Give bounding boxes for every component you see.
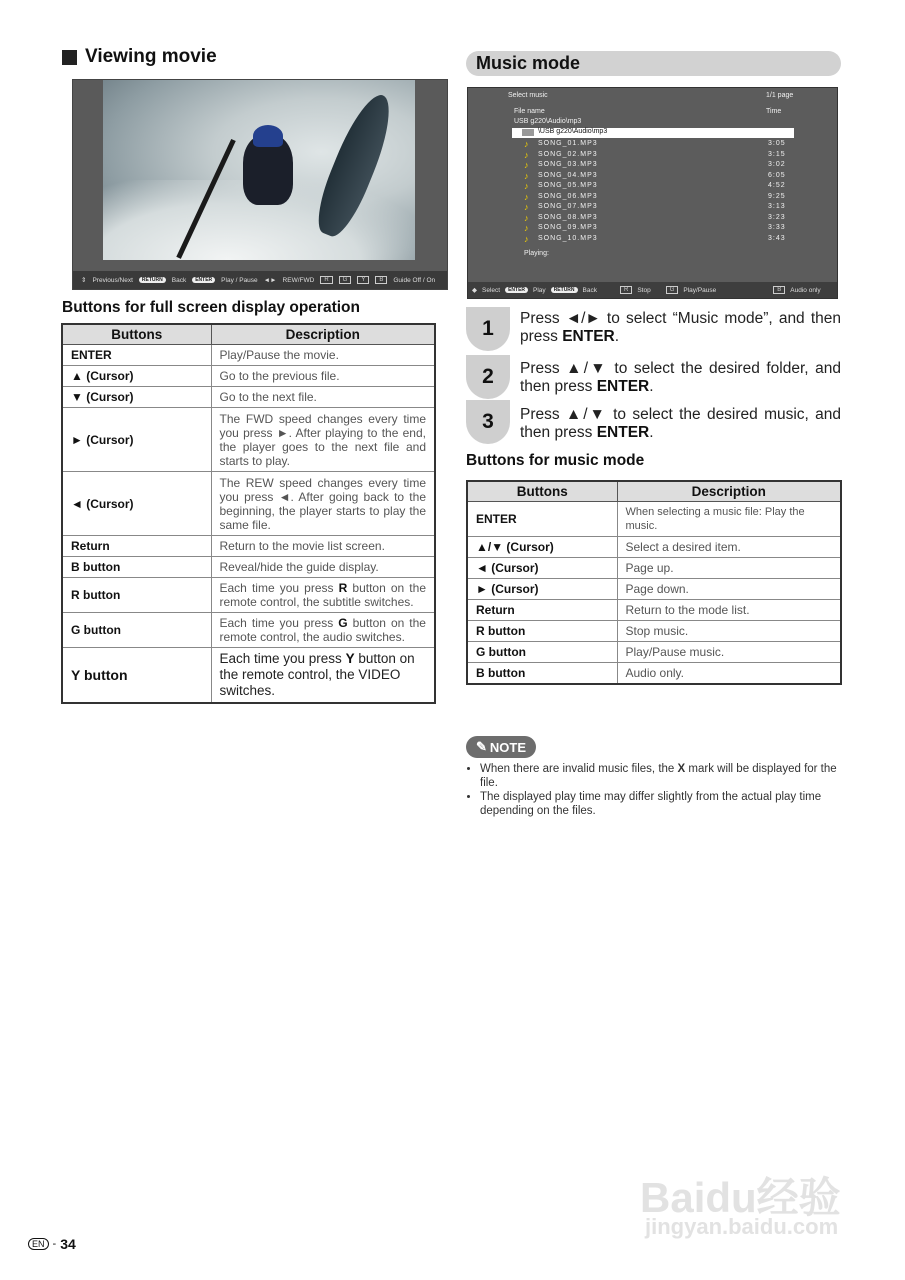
enter-key-icon: ENTER bbox=[192, 277, 215, 283]
song-name[interactable]: SONG_07.MP3 bbox=[538, 203, 598, 210]
description-cell: Play/Pause music. bbox=[617, 642, 841, 663]
description-cell: Each time you press R button on the remote control, the subtitle switches. bbox=[211, 578, 435, 613]
table-row bbox=[467, 502, 841, 537]
section-title-music-mode: Music mode bbox=[466, 51, 841, 76]
description-cell: Each time you press Y button on the remote control, the VIDEO switches. bbox=[211, 648, 435, 704]
screen-col-time: Time bbox=[766, 108, 782, 115]
guide-play-pause: Play/Pause bbox=[683, 286, 717, 294]
song-time: 9:25 bbox=[768, 192, 786, 200]
screen-path: USB g220\Audio\mp3 bbox=[514, 118, 582, 125]
description-cell: Select a desired item. bbox=[617, 537, 841, 558]
music-note-icon: ♪ bbox=[524, 202, 530, 212]
button-cell: ▼ (Cursor) bbox=[62, 387, 211, 408]
guide-prev-next: Previous/Next bbox=[92, 276, 133, 284]
table-row bbox=[467, 642, 841, 663]
movie-buttons-table bbox=[61, 323, 436, 704]
music-note-icon: ♪ bbox=[524, 160, 530, 170]
song-time: 3:13 bbox=[768, 203, 786, 210]
section-title-text: Viewing movie bbox=[85, 46, 217, 67]
cursor-icon: ◆ bbox=[472, 287, 477, 294]
baidu-watermark-url: jingyan.baidu.com bbox=[645, 1214, 839, 1239]
guide-off-on: Guide Off / On bbox=[393, 276, 436, 284]
r-key-icon: R bbox=[620, 286, 632, 294]
movie-frame-image bbox=[103, 80, 415, 260]
r-key-icon: R bbox=[320, 276, 332, 284]
g-key-icon: G bbox=[666, 286, 679, 294]
song-name[interactable]: SONG_08.MP3 bbox=[538, 213, 598, 221]
button-cell: ► (Cursor) bbox=[62, 408, 211, 472]
table-header-row bbox=[467, 481, 841, 502]
music-table-title: Buttons for music mode bbox=[466, 452, 645, 469]
step-text-3: Press ▲/▼ to select the desired music, and then press ENTER. bbox=[520, 406, 841, 441]
return-key-icon: RETURN bbox=[551, 287, 578, 293]
table-row bbox=[62, 387, 435, 408]
note-badge bbox=[466, 736, 536, 758]
step-number-1: 1 bbox=[466, 307, 510, 351]
table-row bbox=[467, 600, 841, 621]
description-cell: Page down. bbox=[617, 579, 841, 600]
g-key-icon: G bbox=[339, 276, 352, 284]
col-header-buttons: Buttons bbox=[467, 481, 617, 502]
step-text-2: Press ▲/▼ to select the desired folder, and then press ENTER. bbox=[520, 360, 841, 395]
description-cell: Stop music. bbox=[617, 621, 841, 642]
music-note-icon: ♪ bbox=[524, 223, 530, 233]
step-number-3: 3 bbox=[466, 400, 510, 444]
table-row bbox=[62, 366, 435, 387]
song-name[interactable]: SONG_04.MP3 bbox=[538, 171, 598, 179]
song-time: 6:05 bbox=[768, 171, 786, 179]
music-note-icon: ♪ bbox=[524, 191, 530, 202]
song-name[interactable]: SONG_06.MP3 bbox=[538, 192, 598, 200]
music-mode-screenshot bbox=[467, 87, 838, 299]
button-cell: ▲/▼ (Cursor) bbox=[467, 537, 617, 558]
section-title-viewing-movie bbox=[62, 46, 217, 68]
movie-player-screenshot bbox=[72, 79, 448, 290]
selected-folder-row bbox=[512, 128, 794, 138]
enter-key-icon: ENTER bbox=[505, 287, 528, 293]
music-note-icon: ♪ bbox=[524, 181, 530, 191]
song-time: 3:15 bbox=[768, 150, 786, 158]
button-cell: B button bbox=[62, 557, 211, 578]
note-item: • When there are invalid music files, the X mark will be displayed for the file. bbox=[480, 762, 855, 790]
screen-playing: Playing: bbox=[524, 250, 549, 257]
song-time: 4:52 bbox=[768, 182, 786, 189]
description-cell: Play/Pause the movie. bbox=[211, 345, 435, 366]
note-list bbox=[466, 762, 855, 818]
folder-icon bbox=[522, 129, 534, 136]
note-item: • The displayed play time may differ slightly from the actual play time depending on the files. bbox=[480, 790, 855, 818]
song-time: 3:02 bbox=[768, 161, 786, 168]
guide-play: Play bbox=[533, 286, 546, 294]
button-cell: Return bbox=[62, 536, 211, 557]
description-cell: The REW speed changes every time you press ◄. After going back to the beginning, the player starts to play the same file. bbox=[211, 472, 435, 536]
col-header-description: Description bbox=[617, 481, 841, 502]
button-cell: G button bbox=[62, 613, 211, 648]
music-buttons-table bbox=[466, 480, 842, 685]
button-cell: G button bbox=[467, 642, 617, 663]
music-note-icon: ♪ bbox=[524, 212, 530, 223]
language-badge: EN bbox=[28, 1238, 49, 1250]
table-row bbox=[62, 536, 435, 557]
table-row bbox=[62, 557, 435, 578]
description-cell: Page up. bbox=[617, 558, 841, 579]
button-cell: ▲ (Cursor) bbox=[62, 366, 211, 387]
description-cell: When selecting a music file: Play the music. bbox=[617, 502, 841, 537]
button-cell: ► (Cursor) bbox=[467, 579, 617, 600]
button-cell: ◄ (Cursor) bbox=[467, 558, 617, 579]
button-cell: Y button bbox=[62, 648, 211, 704]
selected-folder-text: \USB g220\Audio\mp3 bbox=[537, 128, 608, 135]
description-cell: Return to the movie list screen. bbox=[211, 536, 435, 557]
table-row bbox=[467, 579, 841, 600]
updown-icon: ⇕ bbox=[81, 277, 87, 284]
guide-select: Select bbox=[482, 286, 501, 294]
guide-rew-fwd: REW/FWD bbox=[282, 276, 315, 284]
song-name[interactable]: SONG_03.MP3 bbox=[538, 161, 598, 168]
col-header-buttons: Buttons bbox=[62, 324, 211, 345]
y-key-icon: Y bbox=[357, 276, 369, 284]
song-time: 3:05 bbox=[768, 140, 786, 147]
button-cell: ENTER bbox=[467, 502, 617, 537]
return-key-icon: RETURN bbox=[139, 277, 166, 283]
note-label: NOTE bbox=[489, 739, 527, 755]
movie-table-title: Buttons for full screen display operation bbox=[62, 299, 360, 316]
b-key-icon: B bbox=[773, 286, 785, 294]
song-name[interactable]: SONG_09.MP3 bbox=[538, 224, 598, 231]
footer-separator: - bbox=[52, 1238, 57, 1250]
description-cell: Go to the next file. bbox=[211, 387, 435, 408]
description-cell: Each time you press G button on the remote control, the audio switches. bbox=[211, 613, 435, 648]
music-note-icon: ♪ bbox=[524, 233, 530, 244]
col-header-description: Description bbox=[211, 324, 435, 345]
guide-back: Back bbox=[582, 286, 597, 294]
table-row bbox=[62, 408, 435, 472]
leftright-icon: ◄► bbox=[263, 276, 277, 284]
description-cell: Audio only. bbox=[617, 663, 841, 685]
music-note-icon: ♪ bbox=[524, 149, 530, 160]
button-cell: Return bbox=[467, 600, 617, 621]
song-time: 3:33 bbox=[768, 224, 786, 231]
screen-title: Select music bbox=[508, 92, 548, 99]
guide-play-pause: Play / Pause bbox=[221, 276, 258, 284]
step-text-1: Press ◄/► to select “Music mode”, and then press ENTER. bbox=[520, 310, 841, 345]
screen-page: 1/1 page bbox=[766, 92, 794, 99]
song-time: 3:23 bbox=[768, 213, 786, 221]
table-row bbox=[62, 472, 435, 536]
table-row bbox=[467, 621, 841, 642]
b-key-icon: B bbox=[375, 276, 387, 284]
movie-guide-bar bbox=[73, 271, 447, 289]
description-cell: Go to the previous file. bbox=[211, 366, 435, 387]
description-cell: Return to the mode list. bbox=[617, 600, 841, 621]
table-row bbox=[62, 613, 435, 648]
square-bullet-icon bbox=[62, 50, 77, 65]
table-row bbox=[467, 558, 841, 579]
table-row bbox=[62, 345, 435, 366]
step-number-2: 2 bbox=[466, 355, 510, 399]
table-row bbox=[62, 578, 435, 613]
music-guide-bar bbox=[468, 282, 837, 298]
button-cell: R button bbox=[62, 578, 211, 613]
pencil-icon: ✎ bbox=[475, 739, 487, 754]
description-cell: The FWD speed changes every time you press ►. After playing to the end, the player goes to the next file and starts to play. bbox=[211, 408, 435, 472]
song-time: 3:43 bbox=[768, 234, 786, 242]
button-cell: ◄ (Cursor) bbox=[62, 472, 211, 536]
table-row bbox=[62, 648, 435, 704]
table-row bbox=[467, 537, 841, 558]
baidu-watermark-logo: Baidu经验 bbox=[640, 1174, 841, 1221]
page-footer bbox=[28, 1236, 76, 1252]
music-note-icon: ♪ bbox=[524, 170, 530, 181]
song-name[interactable]: SONG_05.MP3 bbox=[538, 182, 598, 189]
guide-stop: Stop bbox=[637, 286, 651, 294]
button-cell: R button bbox=[467, 621, 617, 642]
description-cell: Reveal/hide the guide display. bbox=[211, 557, 435, 578]
song-name[interactable]: SONG_10.MP3 bbox=[538, 234, 598, 242]
table-row bbox=[467, 663, 841, 685]
screen-col-file: File name bbox=[514, 108, 545, 115]
button-cell: B button bbox=[467, 663, 617, 685]
guide-audio-only: Audio only bbox=[790, 286, 821, 294]
table-header-row bbox=[62, 324, 435, 345]
page-number: 34 bbox=[60, 1236, 76, 1252]
music-note-icon: ♪ bbox=[524, 139, 530, 149]
song-name[interactable]: SONG_01.MP3 bbox=[538, 140, 598, 147]
button-cell: ENTER bbox=[62, 345, 211, 366]
guide-back: Back bbox=[171, 276, 187, 284]
song-name[interactable]: SONG_02.MP3 bbox=[538, 150, 598, 158]
